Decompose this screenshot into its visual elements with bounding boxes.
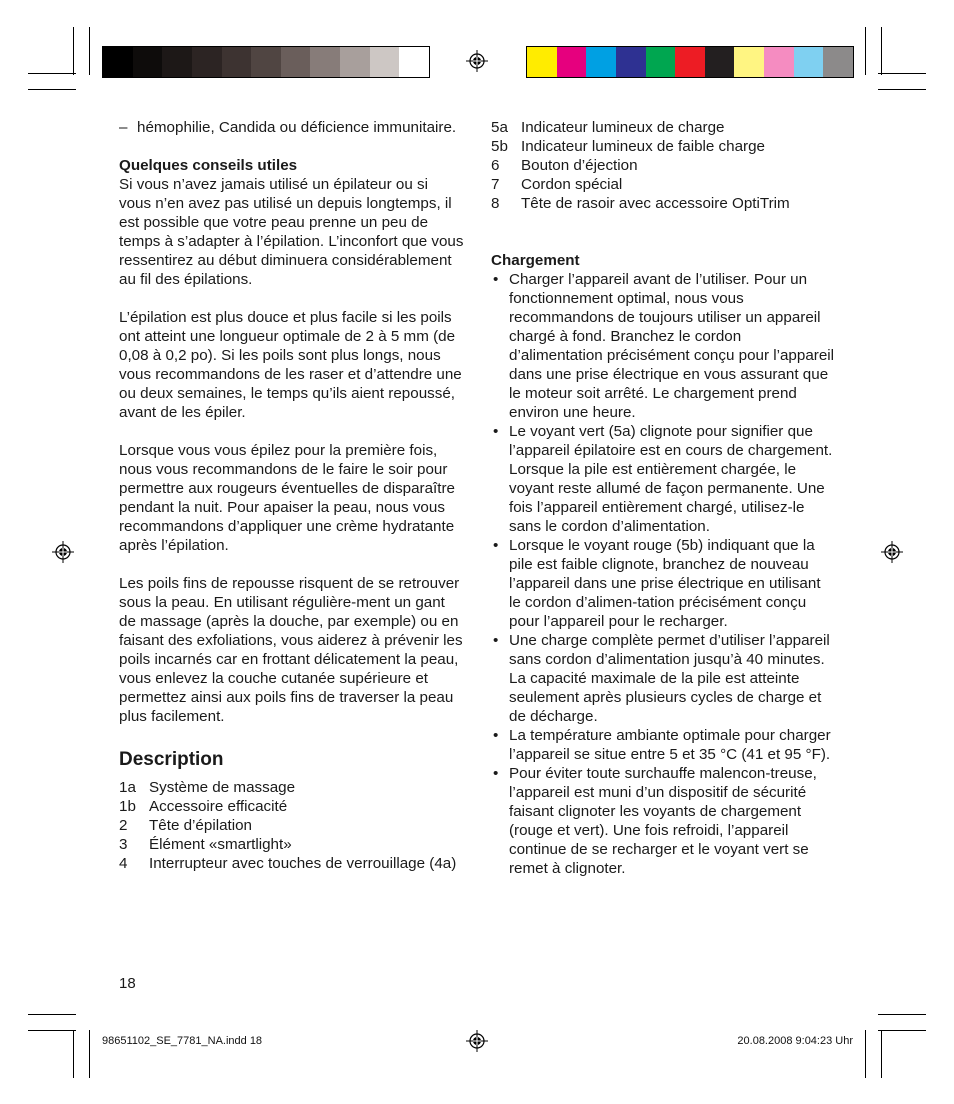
crop-mark: [881, 27, 882, 75]
item-number: 4: [119, 855, 128, 872]
dash-marker: –: [119, 119, 128, 136]
item-text: Tête d’épilation: [149, 817, 253, 834]
item-text: Bouton d’éjection: [521, 157, 638, 174]
color-swatch: [705, 47, 735, 77]
crop-mark: [89, 27, 90, 75]
color-swatch: [103, 47, 133, 77]
bullet-item: • Lorsque le voyant rouge (5b) indiquant que la pile est faible clignote, branchez de nouveau l’appareil dans une prise électrique en utilisant le cordon d’alimen-tation précisément conçu pour l’appareil pour le recharger.: [491, 536, 836, 631]
description-list-continued: [491, 118, 836, 213]
crop-mark: [865, 27, 866, 75]
list-item: [119, 854, 464, 873]
item-number: 2: [119, 817, 128, 834]
crop-mark: [89, 1030, 90, 1078]
registration-mark-icon: [466, 1030, 488, 1052]
item-text: Tête de rasoir avec accessoire OptiTrim: [521, 195, 790, 212]
list-item: [119, 835, 464, 854]
item-number: 1b: [119, 798, 136, 815]
item-text: Interrupteur avec touches de verrouillage (4a): [149, 855, 457, 872]
list-item: [491, 175, 836, 194]
color-swatch: [222, 47, 252, 77]
item-number: 8: [491, 195, 500, 212]
crop-mark: [28, 89, 76, 90]
list-item: [119, 778, 464, 797]
footer-file: 98651102_SE_7781_NA.indd 18: [102, 1035, 263, 1047]
color-swatch: [794, 47, 824, 77]
crop-mark: [878, 1014, 926, 1015]
item-number: 3: [119, 836, 128, 853]
color-swatch: [527, 47, 557, 77]
item-text: Élément «smartlight»: [149, 836, 292, 853]
registration-mark-icon: [52, 541, 74, 563]
item-text: Système de massage: [149, 779, 296, 796]
color-swatch: [734, 47, 764, 77]
item-number: 1a: [119, 779, 136, 796]
right-column: [491, 118, 836, 878]
crop-mark: [28, 1030, 76, 1031]
item-text: Accessoire efficacité: [149, 798, 288, 815]
crop-mark: [881, 1030, 882, 1078]
item-number: 5b: [491, 138, 508, 155]
paragraph: Si vous n’avez jamais utilisé un épilateur ou si vous n’en avez pas utilisé un depuis longtemps, il est possible que votre peau prenne un peu de temps à s’adapter à l’épilation. L’inconfort que vous ressentirez au début diminuera considérablement au fil des épilations.: [119, 176, 464, 288]
color-swatch: [646, 47, 676, 77]
tips-heading: Quelques conseils utiles: [119, 157, 298, 174]
item-text: Indicateur lumineux de faible charge: [521, 138, 765, 155]
bullet-item: • Charger l’appareil avant de l’utiliser. Pour un fonctionnement optimal, nous vous recommandons de toujours utiliser un appareil chargé à fond. Branchez le cordon d’alimentation précisément conçu pour l’appareil dans une prise électrique en vous assurant que le moteur soit arrêté. Le chargement prend environ une heure.: [491, 270, 836, 422]
color-swatch: [675, 47, 705, 77]
bullet-intro-text: hémophilie, Candida ou déficience immunitaire.: [137, 119, 457, 136]
bullet-intro: [119, 118, 464, 137]
color-swatch: [251, 47, 281, 77]
color-swatch: [557, 47, 587, 77]
color-swatch: [162, 47, 192, 77]
description-heading: Description: [119, 749, 224, 770]
color-swatch: [764, 47, 794, 77]
process-color-bar: [526, 46, 854, 78]
bullet-item: • Une charge complète permet d’utiliser l’appareil sans cordon d’alimentation jusqu’à 40 minutes. La capacité maximale de la pile est atteinte seulement après plusieurs cycles de charge et de décharge.: [491, 631, 836, 726]
charging-list: [491, 270, 836, 878]
color-swatch: [823, 47, 853, 77]
crop-mark: [73, 1030, 74, 1078]
item-number: 7: [491, 176, 500, 193]
bullet-item: • La température ambiante optimale pour charger l’appareil se situe entre 5 et 35 °C (41 et 95 °F).: [491, 726, 836, 764]
color-swatch: [133, 47, 163, 77]
item-text: Indicateur lumineux de charge: [521, 119, 725, 136]
color-swatch: [399, 47, 429, 77]
charging-heading: Chargement: [491, 252, 580, 269]
color-swatch: [281, 47, 311, 77]
item-number: 6: [491, 157, 500, 174]
registration-mark-icon: [881, 541, 903, 563]
list-item: [491, 194, 836, 213]
color-swatch: [340, 47, 370, 77]
list-item: [491, 118, 836, 137]
left-column: [119, 118, 464, 873]
crop-mark: [28, 1014, 76, 1015]
paragraph: Les poils fins de repousse risquent de se retrouver sous la peau. En utilisant régulière-ment un gant de massage (après la douche, par exemple) ou en faisant des exfoliations, vous aiderez à prévenir les poils incarnés car en frottant délicatement la peau, vous enlevez la couche cutanée supérieure et permettez ainsi aux poils fins de traverser la peau plus facilement.: [119, 575, 463, 725]
crop-mark: [73, 27, 74, 75]
color-swatch: [370, 47, 400, 77]
registration-mark-icon: [466, 50, 488, 72]
description-list: [119, 778, 464, 873]
page-number: 18: [119, 975, 136, 992]
crop-mark: [865, 1030, 866, 1078]
bullet-item: • Pour éviter toute surchauffe malencon-treuse, l’appareil est muni d’un dispositif de sécurité faisant clignoter les voyants de chargement (rouge et vert). Une fois refroidi, l’appareil continue de se recharger et le voyant vert se remet à clignoter.: [491, 764, 836, 878]
grayscale-color-bar: [102, 46, 430, 78]
crop-mark: [878, 89, 926, 90]
bullet-item: • Le voyant vert (5a) clignote pour signifier que l’appareil épilatoire est en cours de chargement. Lorsque la pile est entièrement chargée, le voyant reste allumé de façon permanente. Une fois l’appareil entièrement chargé, utilisez-le sans le cordon d’alimentation.: [491, 422, 836, 536]
color-swatch: [192, 47, 222, 77]
item-number: 5a: [491, 119, 508, 136]
color-swatch: [586, 47, 616, 77]
crop-mark: [28, 73, 76, 74]
color-swatch: [616, 47, 646, 77]
footer-timestamp: 20.08.2008 9:04:23 Uhr: [737, 1035, 853, 1047]
crop-mark: [878, 73, 926, 74]
list-item: [119, 816, 464, 835]
item-text: Cordon spécial: [521, 176, 623, 193]
color-swatch: [310, 47, 340, 77]
list-item: [119, 797, 464, 816]
list-item: [491, 156, 836, 175]
paragraph: Lorsque vous vous épilez pour la première fois, nous vous recommandons de le faire le soir pour permettre aux rougeurs éventuelles de disparaître pendant la nuit. Pour apaiser la peau, nous vous recommandons d’appliquer une crème hydratante après l’épilation.: [119, 442, 456, 554]
list-item: [491, 137, 836, 156]
crop-mark: [878, 1030, 926, 1031]
paragraph: L’épilation est plus douce et plus facile si les poils ont atteint une longueur optimale de 2 à 5 mm (de 0,08 à 0,2 po). Si les poils sont plus longs, nous vous recommandons de les raser et d’attendre une ou deux semaines, le temps qu’ils aient repoussé, avant de les épiler.: [119, 309, 462, 421]
